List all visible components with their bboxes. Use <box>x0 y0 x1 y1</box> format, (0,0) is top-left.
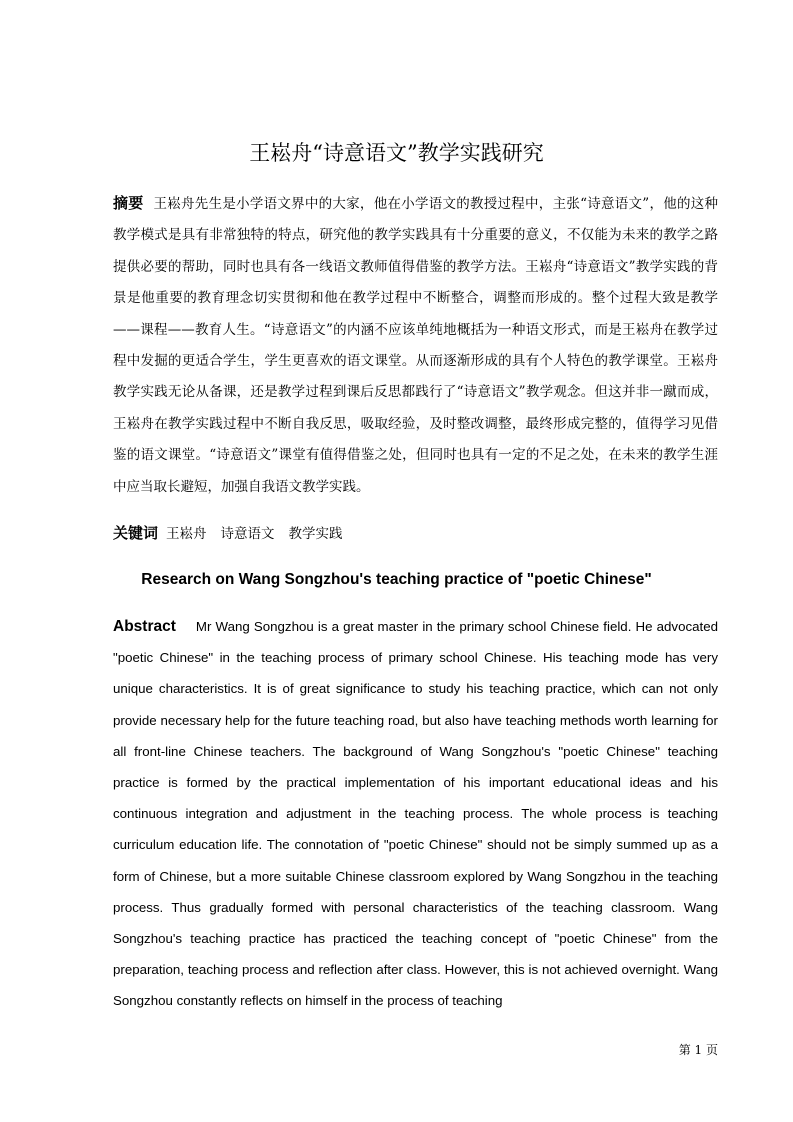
chinese-abstract <box>113 188 718 503</box>
english-abstract-label: Abstract <box>113 618 176 635</box>
keyword-item: 诗意语文 <box>220 526 275 542</box>
keyword-item: 王崧舟 <box>166 526 207 542</box>
chinese-keywords <box>113 518 718 550</box>
page-number: 第 1 页 <box>678 1043 718 1057</box>
english-title: Research on Wang Songzhou's teaching practice of "poetic Chinese" <box>141 571 652 588</box>
english-abstract-text: Mr Wang Songzhou is a great master in the primary school Chinese field. He advocated "poetic Chinese" in the teaching process of primary school Chinese. His teaching mode has very unique characteristics. It is of great significance to study his teaching practice, which can not only provide necessary help for the future teaching road, but also have teaching methods worth learning for all front-line Chinese teachers. The background of Wang Songzhou's "poetic Chinese" teaching practice is formed by the practical implementation of his important educational ideas and his continuous integration and adjustment in the teaching process. The whole process is teaching curriculum education life. The connotation of "poetic Chinese" should not be simply summed up as a form of Chinese, but a more suitable Chinese classroom explored by Wang Songzhou in the teaching process. Thus gradually formed with personal characteristics of the teaching classroom. Wang Songzhou's teaching practice has practiced the teaching concept of "poetic Chinese" from the preparation, teaching process and reflection after class. However, this is not achieved overnight. Wang Songzhou constantly reflects on himself in the process of teaching <box>113 619 718 1009</box>
english-abstract <box>113 611 718 1017</box>
keyword-item: 教学实践 <box>288 526 343 542</box>
chinese-abstract-label: 摘要 <box>113 194 144 212</box>
chinese-title: 王崧舟“诗意语文”教学实践研究 <box>249 141 544 165</box>
chinese-abstract-text: 王崧舟先生是小学语文界中的大家，他在小学语文的教授过程中，主张“诗意语文”，他的这种教学模式是具有非常独特的特点，研究他的教学实践具有十分重要的意义，不仅能为未来的教学之路提供必要的帮助，同时也具有各一线语文教师值得借鉴的教学方法。王崧舟“诗意语文”教学实践的背景是他重要的教育理念切实贯彻和他在教学过程中不断整合，调整而形成的。整个过程大致是教学——课程——教育人生。“诗意语文”的内涵不应该单纯地概括为一种语文形式，而是王崧舟在教学过程中发掘的更适合学生，学生更喜欢的语文课堂。从而逐渐形成的具有个人特色的教学课堂。王崧舟教学实践无论从备课，还是教学过程到课后反思都践行了“诗意语文”教学观念。但这并非一蹴而成，王崧舟在教学实践过程中不断自我反思，吸取经验，及时整改调整，最终形成完整的，值得学习见借鉴的语文课堂。“诗意语文”课堂有值得借鉴之处，但同时也具有一定的不足之处，在未来的教学生涯中应当取长避短，加强自我语文教学实践。 <box>113 196 718 495</box>
chinese-keywords-label: 关键词 <box>113 524 159 542</box>
